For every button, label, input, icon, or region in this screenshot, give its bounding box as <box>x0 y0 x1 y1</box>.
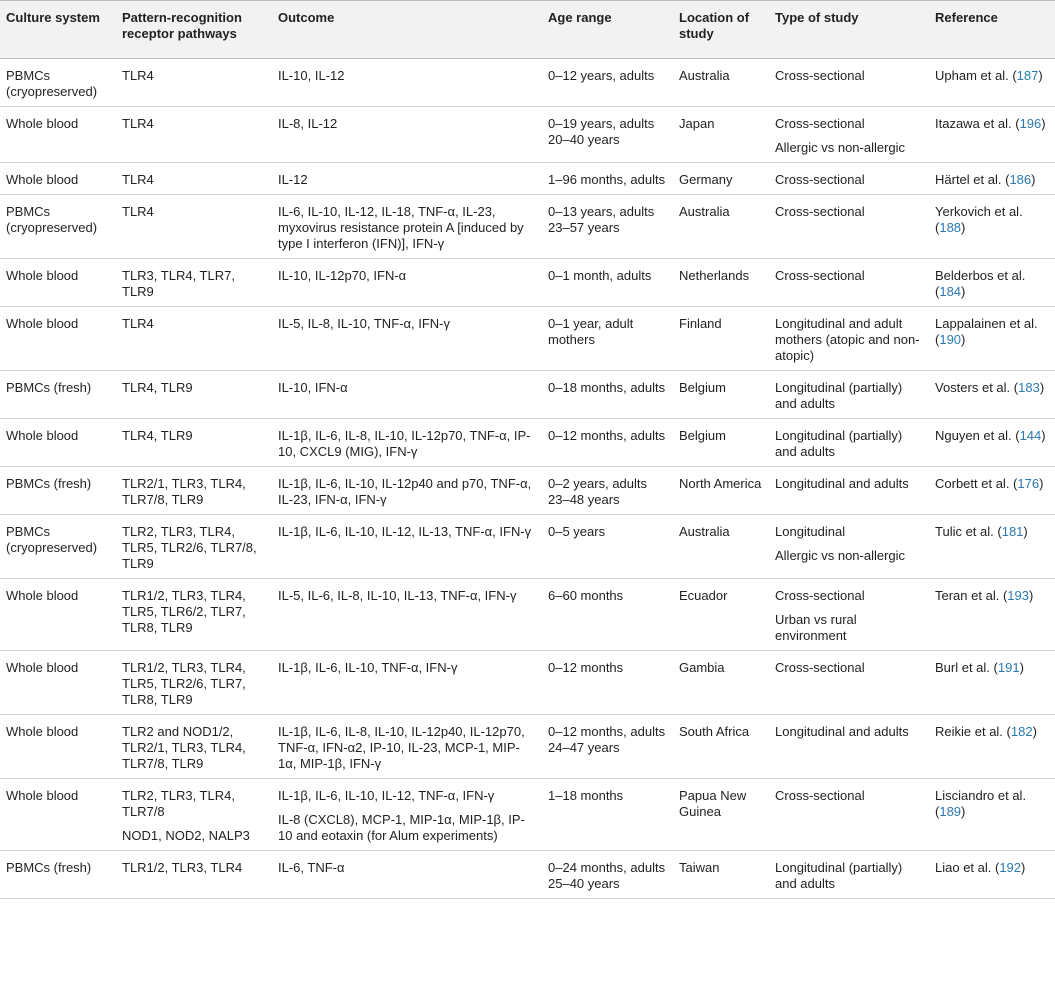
prr-pathways-text: TLR2, TLR3, TLR4, TLR7/8 <box>122 788 235 819</box>
reference-author: Härtel et al. <box>935 172 1002 187</box>
culture-system-text: Whole blood <box>6 788 79 803</box>
header-location: Location of study <box>679 10 750 41</box>
location-cell <box>673 307 769 371</box>
outcome-cell <box>272 163 542 195</box>
prr-pathways-text: TLR4, TLR9 <box>122 428 193 443</box>
study-type-cell <box>769 467 929 515</box>
outcome-cell <box>272 59 542 107</box>
reference-cell: Itazawa et al. (196) <box>935 116 1046 131</box>
prr-pathways-cell <box>116 163 272 195</box>
reference-author: Yerkovich et al. <box>935 204 1023 219</box>
location-text: Australia <box>679 68 730 83</box>
reference-author: Upham et al. <box>935 68 1009 83</box>
table-row <box>0 467 1055 515</box>
reference-cell: Corbett et al. (176) <box>935 476 1044 491</box>
age-range-text: 1–96 months, adults <box>548 172 666 187</box>
age-range-text: 0–2 years, adults 23–48 years <box>548 476 648 507</box>
location-cell <box>673 163 769 195</box>
outcome-text: IL-12 <box>278 172 308 187</box>
location-text: Japan <box>679 116 715 131</box>
study-type-cell <box>769 307 929 371</box>
culture-system-cell <box>0 715 116 779</box>
outcome-cell <box>272 307 542 371</box>
reference-cell: Burl et al. (191) <box>935 660 1024 675</box>
location-cell <box>673 59 769 107</box>
table-row <box>0 419 1055 467</box>
study-type-text: Longitudinal (partially) and adults <box>775 428 903 459</box>
reference-number-link[interactable]: 181 <box>1001 524 1024 539</box>
prr-pathways-cell <box>116 107 272 163</box>
outcome-cell <box>272 579 542 651</box>
prr-pathways-cell <box>116 851 272 899</box>
outcome-cell <box>272 715 542 779</box>
location-cell <box>673 651 769 715</box>
location-cell <box>673 467 769 515</box>
prr-pathways-text: TLR1/2, TLR3, TLR4, TLR5, TLR2/6, TLR7, TLR8, TLR9 <box>122 660 246 707</box>
culture-system-cell <box>0 195 116 259</box>
location-text: Australia <box>679 524 730 539</box>
age-range-cell <box>542 307 673 371</box>
header-outcome: Outcome <box>278 10 335 25</box>
location-cell <box>673 579 769 651</box>
location-cell <box>673 715 769 779</box>
age-range-cell <box>542 59 673 107</box>
reference-author: Itazawa et al. <box>935 116 1012 131</box>
reference-cell: Liao et al. (192) <box>935 860 1026 875</box>
header-prr-pathways: Pattern-recognition receptor pathways <box>122 10 242 41</box>
reference-number-link[interactable]: 193 <box>1007 588 1029 603</box>
reference-author: Burl et al. <box>935 660 990 675</box>
age-range-cell <box>542 651 673 715</box>
reference-cell: Belderbos et al. (184) <box>935 268 1026 299</box>
study-type-text: Allergic vs non-allergic <box>775 548 906 563</box>
study-type-cell <box>769 59 929 107</box>
outcome-text: IL-8 (CXCL8), MCP-1, MIP-1α, MIP-1β, IP-10 and eotaxin (for Alum experiments) <box>278 812 525 843</box>
outcome-text: IL-6, TNF-α <box>278 860 345 875</box>
outcome-cell <box>272 651 542 715</box>
location-cell <box>673 419 769 467</box>
culture-system-text: PBMCs (cryopreserved) <box>6 524 98 555</box>
age-range-cell <box>542 515 673 579</box>
prr-pathways-text: TLR4 <box>122 68 154 83</box>
culture-system-text: PBMCs (fresh) <box>6 380 92 395</box>
table-row <box>0 515 1055 579</box>
outcome-text: IL-1β, IL-6, IL-8, IL-10, IL-12p70, TNF-α, IP-10, CXCL9 (MIG), IFN-γ <box>278 428 531 459</box>
reference-number-link[interactable]: 176 <box>1017 476 1040 491</box>
reference-author: Liao et al. <box>935 860 992 875</box>
location-text: Netherlands <box>679 268 750 283</box>
prr-pathways-text: TLR4, TLR9 <box>122 380 193 395</box>
study-type-text: Longitudinal <box>775 524 846 539</box>
prr-pathways-cell <box>116 579 272 651</box>
age-range-cell <box>542 467 673 515</box>
location-cell <box>673 371 769 419</box>
prr-pathways-cell <box>116 779 272 851</box>
age-range-cell <box>542 163 673 195</box>
outcome-text: IL-1β, IL-6, IL-10, IL-12, TNF-α, IFN-γ <box>278 788 495 803</box>
culture-system-cell <box>0 259 116 307</box>
age-range-cell <box>542 195 673 259</box>
prr-pathways-text: TLR4 <box>122 204 154 219</box>
reference-number-link[interactable]: 144 <box>1019 428 1042 443</box>
study-type-text: Cross-sectional <box>775 204 865 219</box>
header-age-range: Age range <box>548 10 612 25</box>
age-range-text: 0–5 years <box>548 524 606 539</box>
location-text: South Africa <box>679 724 750 739</box>
culture-system-text: Whole blood <box>6 268 79 283</box>
table-row <box>0 59 1055 107</box>
study-type-cell <box>769 195 929 259</box>
age-range-text: 0–12 months, adults 24–47 years <box>548 724 666 755</box>
reference-cell: Teran et al. (193) <box>935 588 1034 603</box>
study-type-text: Cross-sectional <box>775 788 865 803</box>
table-row <box>0 163 1055 195</box>
age-range-text: 0–24 months, adults 25–40 years <box>548 860 666 891</box>
study-type-cell <box>769 779 929 851</box>
outcome-text: IL-5, IL-6, IL-8, IL-10, IL-13, TNF-α, IFN-γ <box>278 588 517 603</box>
reference-number-link[interactable]: 188 <box>939 220 962 235</box>
outcome-text: IL-1β, IL-6, IL-10, IL-12p40 and p70, TNF-α, IL-23, IFN-α, IFN-γ <box>278 476 532 507</box>
table-header <box>0 1 1055 59</box>
culture-system-cell <box>0 515 116 579</box>
culture-system-text: Whole blood <box>6 316 79 331</box>
age-range-text: 0–18 months, adults <box>548 380 666 395</box>
outcome-cell <box>272 779 542 851</box>
outcome-cell <box>272 371 542 419</box>
reference-author: Vosters et al. <box>935 380 1011 395</box>
outcome-text: IL-6, IL-10, IL-12, IL-18, TNF-α, IL-23, myxovirus resistance protein A [induced by type I interferon (IFN)], IFN-γ <box>278 204 524 251</box>
prr-pathways-cell <box>116 419 272 467</box>
header-reference: Reference <box>935 10 998 25</box>
location-text: Australia <box>679 204 730 219</box>
location-text: Papua New Guinea <box>679 788 747 819</box>
reference-author: Teran et al. <box>935 588 1000 603</box>
culture-system-text: PBMCs (cryopreserved) <box>6 68 98 99</box>
reference-author: Belderbos et al. <box>935 268 1026 283</box>
location-text: Germany <box>679 172 733 187</box>
age-range-cell <box>542 579 673 651</box>
location-text: Gambia <box>679 660 725 675</box>
prr-pathways-cell <box>116 59 272 107</box>
culture-system-cell <box>0 371 116 419</box>
culture-system-text: PBMCs (fresh) <box>6 476 92 491</box>
header-study-type: Type of study <box>775 10 859 25</box>
prr-pathways-cell <box>116 259 272 307</box>
prr-pathways-cell <box>116 651 272 715</box>
age-range-cell <box>542 107 673 163</box>
age-range-cell <box>542 259 673 307</box>
table-row <box>0 195 1055 259</box>
outcome-text: IL-10, IFN-α <box>278 380 348 395</box>
outcome-cell <box>272 419 542 467</box>
study-type-text: Longitudinal and adults <box>775 476 909 491</box>
outcome-cell <box>272 195 542 259</box>
prr-pathways-text: TLR4 <box>122 172 154 187</box>
study-type-cell <box>769 371 929 419</box>
location-cell <box>673 195 769 259</box>
study-type-text: Longitudinal (partially) and adults <box>775 380 903 411</box>
table-row <box>0 371 1055 419</box>
culture-system-cell <box>0 307 116 371</box>
culture-system-text: Whole blood <box>6 660 79 675</box>
age-range-text: 0–13 years, adults 23–57 years <box>548 204 655 235</box>
culture-system-cell <box>0 467 116 515</box>
table-row <box>0 779 1055 851</box>
prr-pathways-text: TLR4 <box>122 316 154 331</box>
location-text: North America <box>679 476 762 491</box>
study-type-cell <box>769 259 929 307</box>
reference-author: Tulic et al. <box>935 524 994 539</box>
prr-pathways-text: TLR2, TLR3, TLR4, TLR5, TLR2/6, TLR7/8, TLR9 <box>122 524 257 571</box>
outcome-text: IL-10, IL-12p70, IFN-α <box>278 268 407 283</box>
age-range-text: 0–12 months <box>548 660 624 675</box>
header-culture-system: Culture system <box>6 10 100 25</box>
age-range-text: 6–60 months <box>548 588 624 603</box>
age-range-text: 0–1 year, adult mothers <box>548 316 634 347</box>
age-range-text: 0–12 months, adults <box>548 428 666 443</box>
reference-number-link[interactable]: 186 <box>1009 172 1032 187</box>
age-range-cell <box>542 715 673 779</box>
reference-cell: Tulic et al. (181) <box>935 524 1028 539</box>
culture-system-text: Whole blood <box>6 428 79 443</box>
location-text: Belgium <box>679 380 726 395</box>
reference-cell: Lisciandro et al. (189) <box>935 788 1027 819</box>
table-row <box>0 307 1055 371</box>
study-type-cell <box>769 851 929 899</box>
study-type-text: Longitudinal (partially) and adults <box>775 860 903 891</box>
study-type-cell <box>769 515 929 579</box>
prr-pathways-cell <box>116 307 272 371</box>
culture-system-cell <box>0 779 116 851</box>
study-type-cell <box>769 419 929 467</box>
age-range-cell <box>542 371 673 419</box>
location-text: Belgium <box>679 428 726 443</box>
reference-cell: Reikie et al. (182) <box>935 724 1037 739</box>
reference-number-link[interactable]: 190 <box>939 332 962 347</box>
culture-system-text: PBMCs (cryopreserved) <box>6 204 98 235</box>
outcome-cell <box>272 259 542 307</box>
header-row <box>0 1 1055 59</box>
outcome-cell <box>272 851 542 899</box>
reference-number-link[interactable]: 196 <box>1019 116 1042 131</box>
location-text: Ecuador <box>679 588 728 603</box>
table-row <box>0 715 1055 779</box>
culture-system-text: Whole blood <box>6 588 79 603</box>
age-range-text: 1–18 months <box>548 788 624 803</box>
reference-number-link[interactable]: 189 <box>939 804 962 819</box>
prr-pathways-text: TLR1/2, TLR3, TLR4 <box>122 860 243 875</box>
outcome-cell <box>272 515 542 579</box>
outcome-cell <box>272 107 542 163</box>
prr-pathways-cell <box>116 515 272 579</box>
study-type-text: Cross-sectional <box>775 172 865 187</box>
reference-author: Lappalainen et al. <box>935 316 1038 331</box>
culture-system-cell <box>0 163 116 195</box>
prr-pathways-text: TLR1/2, TLR3, TLR4, TLR5, TLR6/2, TLR7, TLR8, TLR9 <box>122 588 246 635</box>
reference-number-link[interactable]: 183 <box>1018 380 1040 395</box>
reference-cell: Härtel et al. (186) <box>935 172 1036 187</box>
prr-pathways-cell <box>116 195 272 259</box>
location-cell <box>673 259 769 307</box>
outcome-cell <box>272 467 542 515</box>
prr-pathways-cell <box>116 371 272 419</box>
reference-cell: Yerkovich et al. (188) <box>935 204 1023 235</box>
age-range-cell <box>542 779 673 851</box>
location-text: Taiwan <box>679 860 720 875</box>
reference-cell: Upham et al. (187) <box>935 68 1043 83</box>
study-type-text: Cross-sectional <box>775 660 865 675</box>
table-row <box>0 107 1055 163</box>
reference-number-link[interactable]: 191 <box>997 660 1020 675</box>
culture-system-cell <box>0 419 116 467</box>
table-row <box>0 851 1055 899</box>
reference-author: Reikie et al. <box>935 724 1003 739</box>
reference-number-link[interactable]: 184 <box>939 284 962 299</box>
outcome-text: IL-1β, IL-6, IL-10, IL-12, IL-13, TNF-α, IFN-γ <box>278 524 532 539</box>
culture-system-text: Whole blood <box>6 172 79 187</box>
culture-system-cell <box>0 651 116 715</box>
age-range-cell <box>542 419 673 467</box>
age-range-text: 0–12 years, adults <box>548 68 655 83</box>
study-type-cell <box>769 579 929 651</box>
outcome-text: IL-8, IL-12 <box>278 116 338 131</box>
culture-system-cell <box>0 579 116 651</box>
prr-pathways-text: TLR4 <box>122 116 154 131</box>
culture-system-cell <box>0 851 116 899</box>
study-type-cell <box>769 715 929 779</box>
table-row <box>0 579 1055 651</box>
culture-system-text: Whole blood <box>6 724 79 739</box>
study-type-cell <box>769 651 929 715</box>
study-type-cell <box>769 163 929 195</box>
age-range-text: 0–19 years, adults 20–40 years <box>548 116 655 147</box>
outcome-text: IL-1β, IL-6, IL-10, TNF-α, IFN-γ <box>278 660 458 675</box>
culture-system-text: Whole blood <box>6 116 79 131</box>
study-type-text: Cross-sectional <box>775 116 865 131</box>
prr-pathways-text: NOD1, NOD2, NALP3 <box>122 828 250 843</box>
reference-author: Lisciandro et al. <box>935 788 1027 803</box>
outcome-text: IL-10, IL-12 <box>278 68 345 83</box>
culture-system-text: PBMCs (fresh) <box>6 860 92 875</box>
study-type-text: Cross-sectional <box>775 68 865 83</box>
location-cell <box>673 515 769 579</box>
outcome-text: IL-5, IL-8, IL-10, TNF-α, IFN-γ <box>278 316 450 331</box>
location-cell <box>673 851 769 899</box>
prr-pathways-text: TLR3, TLR4, TLR7, TLR9 <box>122 268 235 299</box>
study-type-cell <box>769 107 929 163</box>
age-range-text: 0–1 month, adults <box>548 268 652 283</box>
prr-pathways-text: TLR2 and NOD1/2, TLR2/1, TLR3, TLR4, TLR7/8, TLR9 <box>122 724 246 771</box>
reference-number-link[interactable]: 192 <box>999 860 1022 875</box>
study-type-text: Urban vs rural environment <box>775 612 857 643</box>
reference-cell: Lappalainen et al. (190) <box>935 316 1038 347</box>
study-type-text: Cross-sectional <box>775 588 865 603</box>
culture-system-cell <box>0 107 116 163</box>
prr-pathways-cell <box>116 467 272 515</box>
reference-cell: Vosters et al. (183) <box>935 380 1045 395</box>
prr-pathways-cell <box>116 715 272 779</box>
table-row <box>0 259 1055 307</box>
reference-number-link[interactable]: 182 <box>1010 724 1033 739</box>
study-type-text: Longitudinal and adult mothers (atopic and non-atopic) <box>775 316 920 363</box>
location-cell <box>673 107 769 163</box>
reference-cell: Nguyen et al. (144) <box>935 428 1046 443</box>
outcome-text: IL-1β, IL-6, IL-8, IL-10, IL-12p40, IL-12p70, TNF-α, IFN-α2, IP-10, IL-23, MCP-1, MIP-1α, MIP-1β, IFN-γ <box>278 724 525 771</box>
study-type-text: Allergic vs non-allergic <box>775 140 906 155</box>
age-range-cell <box>542 851 673 899</box>
table-row <box>0 651 1055 715</box>
culture-system-cell <box>0 59 116 107</box>
reference-author: Nguyen et al. <box>935 428 1012 443</box>
reference-author: Corbett et al. <box>935 476 1010 491</box>
table-body <box>0 59 1055 899</box>
study-type-text: Cross-sectional <box>775 268 865 283</box>
location-cell <box>673 779 769 851</box>
reference-number-link[interactable]: 187 <box>1016 68 1039 83</box>
location-text: Finland <box>679 316 722 331</box>
study-type-text: Longitudinal and adults <box>775 724 909 739</box>
prr-pathways-text: TLR2/1, TLR3, TLR4, TLR7/8, TLR9 <box>122 476 246 507</box>
